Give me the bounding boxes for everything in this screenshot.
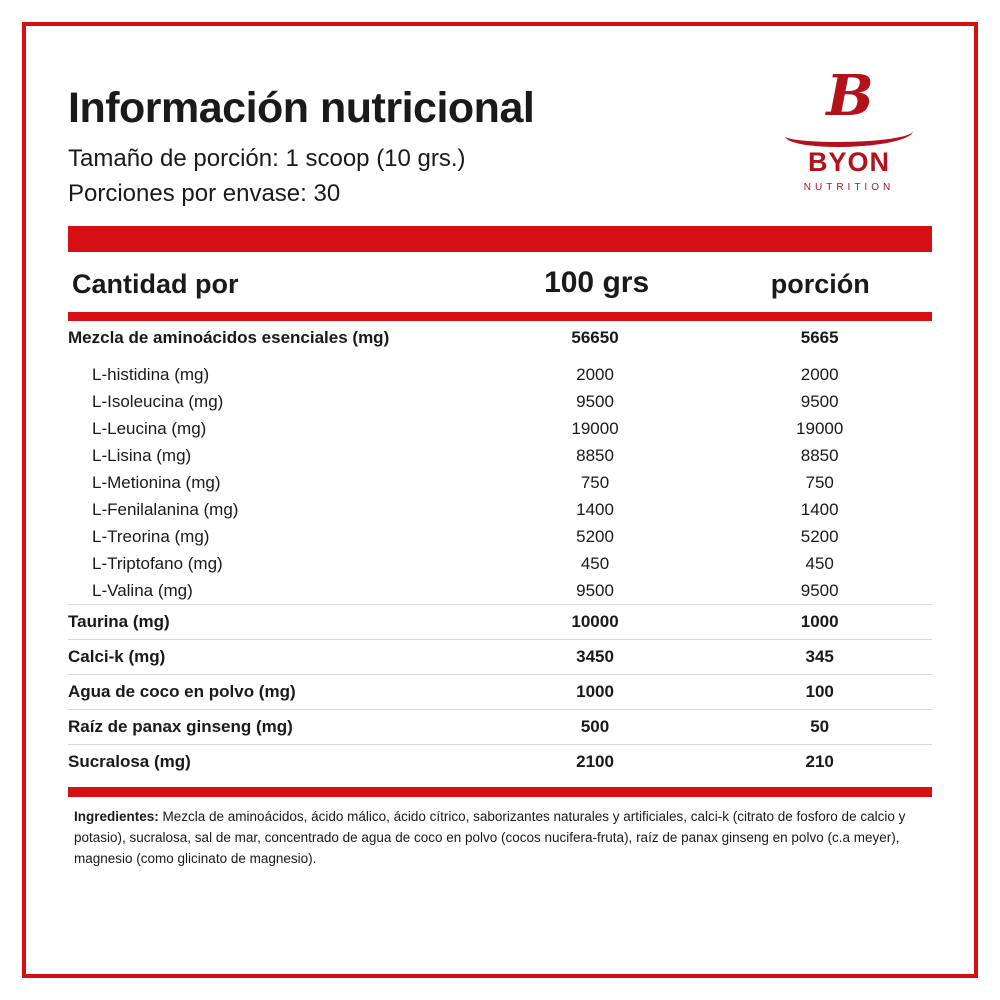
row-value-serving: 1000 xyxy=(707,605,932,640)
page-title: Información nutricional xyxy=(68,84,535,132)
row-value-100g: 2000 xyxy=(576,364,614,384)
row-label: L-Leucina (mg) xyxy=(92,418,207,438)
row-value-100g: 5200 xyxy=(576,526,614,546)
table-row xyxy=(68,640,932,675)
row-label: Mezcla de aminoácidos esenciales (mg) xyxy=(68,328,390,347)
table-row xyxy=(68,496,932,523)
row-value-serving: 750 xyxy=(805,472,834,492)
table-row xyxy=(68,469,932,496)
row-label: Taurina (mg) xyxy=(68,605,483,640)
row-value-100g: 9500 xyxy=(576,391,614,411)
row-value-100g: 450 xyxy=(580,553,610,573)
row-value-serving: 9500 xyxy=(800,391,839,411)
brand-monogram-icon: B xyxy=(826,63,872,129)
ingredients-heading: Ingredientes: xyxy=(74,809,159,824)
row-value-100g: 19000 xyxy=(571,418,619,438)
row-label: L-Lisina (mg) xyxy=(92,445,192,465)
row-value-100g: 56650 xyxy=(571,328,619,347)
row-value-serving: 5665 xyxy=(800,328,839,347)
label-header xyxy=(68,60,932,220)
row-value-100g: 10000 xyxy=(483,605,708,640)
nutrition-label-panel xyxy=(22,22,978,978)
row-value-100g: 8850 xyxy=(576,445,614,465)
row-value-100g: 500 xyxy=(483,710,708,745)
row-value-serving: 5200 xyxy=(800,526,839,546)
table-row xyxy=(68,523,932,550)
row-label: L-Triptofano (mg) xyxy=(92,553,223,573)
table-row xyxy=(68,415,932,442)
table-row xyxy=(68,745,932,780)
ingredients-text: Mezcla de aminoácidos, ácido málico, ácido cítrico, saborizantes naturales y artificiales, calci-k (citrato de fosforo de calcio y potasio), sucralosa, sal de mar, concentrado de agua de coco en polvo (cocos nucifera-fruta), raíz de panax ginseng en polvo (c.a meyer), magnesio (como glicinato de magnesio). xyxy=(74,809,906,866)
row-value-100g: 1400 xyxy=(576,499,614,519)
row-label: Calci-k (mg) xyxy=(68,640,483,675)
row-label: L-Treorina (mg) xyxy=(92,526,210,546)
row-label: Agua de coco en polvo (mg) xyxy=(68,675,483,710)
nutrition-table xyxy=(68,321,932,779)
row-label: L-Fenilalanina (mg) xyxy=(92,499,239,519)
brand-tagline: NUTRITION xyxy=(803,182,895,193)
table-row xyxy=(68,321,932,355)
row-label: Sucralosa (mg) xyxy=(68,745,483,780)
column-header-amount-per: Cantidad por xyxy=(72,269,239,299)
column-header-serving: porción xyxy=(770,269,870,299)
row-value-serving: 450 xyxy=(805,553,834,573)
table-row xyxy=(68,605,932,640)
row-label: L-Valina (mg) xyxy=(92,580,193,600)
row-label: Raíz de panax ginseng (mg) xyxy=(68,710,483,745)
row-value-serving: 50 xyxy=(707,710,932,745)
divider-thick-top xyxy=(68,226,932,252)
brand-logo xyxy=(774,63,924,193)
row-label: L-Isoleucina (mg) xyxy=(92,391,224,411)
divider-thin-bottom xyxy=(68,787,932,797)
row-value-serving: 1400 xyxy=(800,499,839,519)
label-content xyxy=(68,60,932,954)
divider-thin-header xyxy=(68,312,932,321)
column-header-100g: 100 grs xyxy=(544,266,650,299)
ingredients-block xyxy=(68,797,932,870)
row-value-serving: 19000 xyxy=(796,418,844,438)
table-row xyxy=(68,550,932,577)
row-label: L-Metionina (mg) xyxy=(92,472,221,492)
brand-name: BYON xyxy=(807,147,890,177)
table-row xyxy=(68,442,932,469)
table-row xyxy=(68,577,932,605)
table-row xyxy=(68,675,932,710)
row-value-serving: 345 xyxy=(707,640,932,675)
servings-per-container-text: Porciones por envase: 30 xyxy=(68,179,341,207)
row-value-serving: 9500 xyxy=(800,580,839,600)
row-value-serving: 210 xyxy=(707,745,932,780)
row-value-100g: 1000 xyxy=(483,675,708,710)
row-value-100g: 2100 xyxy=(483,745,708,780)
row-value-serving: 2000 xyxy=(800,364,839,384)
row-value-100g: 3450 xyxy=(483,640,708,675)
table-row xyxy=(68,355,932,388)
row-value-100g: 9500 xyxy=(576,580,614,600)
row-value-serving: 8850 xyxy=(800,445,839,465)
table-row xyxy=(68,710,932,745)
table-column-headers xyxy=(68,252,932,306)
table-row xyxy=(68,388,932,415)
row-value-serving: 100 xyxy=(707,675,932,710)
row-label: L-histidina (mg) xyxy=(92,364,210,384)
serving-size-text: Tamaño de porción: 1 scoop (10 grs.) xyxy=(68,145,466,173)
row-value-100g: 750 xyxy=(580,472,610,492)
